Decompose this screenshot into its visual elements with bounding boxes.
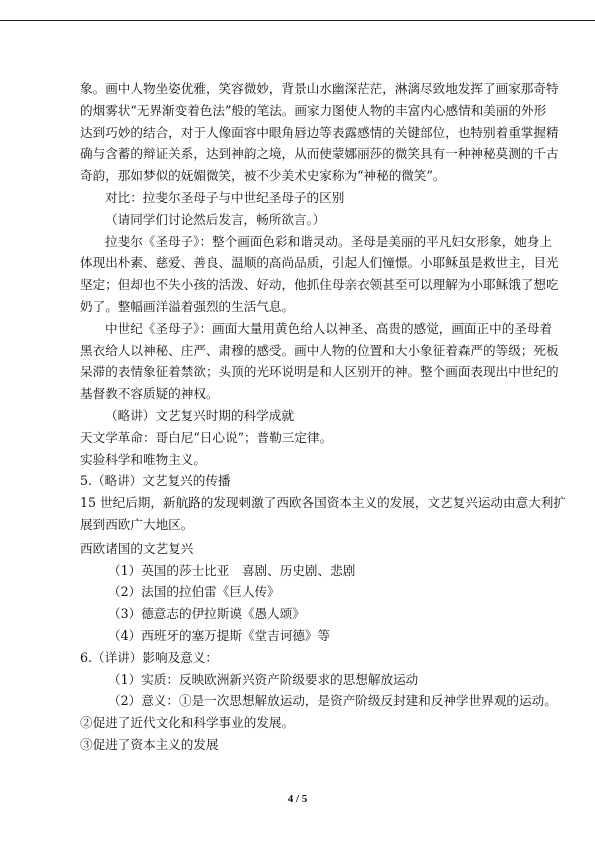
text-line: 黑衣给人以神秘、庄严、肃穆的感受。画中人物的位置和大小象征着森严的等级；死板 bbox=[80, 342, 559, 358]
meaning-line: （2）意义：①是一次思想解放运动，是资产阶级反封建和反神学世界观的运动。 bbox=[108, 693, 557, 709]
text-line: 体现出朴素、慈爱、善良、温顺的高尚品质，引起人们憧憬。小耶稣虽是救世主，目光 bbox=[80, 255, 559, 271]
page-number: 4 / 5 bbox=[287, 793, 308, 805]
text-line: 奇韵，那如梦似的妩媚微笑，被不少美术史家称为“神秘的微笑”。 bbox=[80, 168, 446, 184]
text-line: 奶了。整幅画洋溢着强烈的生活气息。 bbox=[80, 298, 295, 314]
west-europe-heading: 西欧诸国的文艺复兴 bbox=[80, 540, 194, 556]
document-body bbox=[80, 78, 566, 756]
text-line: 基督教不容质疑的神权。 bbox=[80, 386, 219, 402]
experiment-line: 实验科学和唯物主义。 bbox=[80, 451, 206, 467]
raphael-paragraph bbox=[80, 231, 559, 318]
text-line: 确与含蓄的辩证关系，达到神韵之境，从而使蒙娜丽莎的微笑具有一种神秘莫测的千古 bbox=[80, 146, 559, 162]
section-5-paragraph bbox=[80, 492, 566, 536]
list-item: （3）德意志的伊拉斯谟《愚人颂》 bbox=[108, 606, 305, 622]
text-line: 展到西欧广大地区。 bbox=[80, 516, 194, 532]
country-list bbox=[80, 560, 520, 647]
section-5-heading: 5.（略讲）文艺复兴的传播 bbox=[80, 473, 231, 489]
text-line: 呆滞的表情象征着禁欲；头顶的光环说明是和人区别开的神。整个画面表现出中世纪的 bbox=[80, 364, 559, 380]
list-item: （4）西班牙的塞万提斯《堂吉诃德》等 bbox=[108, 627, 331, 643]
intro-paragraph bbox=[80, 78, 559, 187]
section-6-heading: 6.（详讲）影响及意义： bbox=[80, 649, 218, 665]
science-heading: （略讲）文艺复兴时期的科学成就 bbox=[105, 407, 294, 423]
text-line: 中世纪《圣母子》：画面大量用黄色给人以神圣、高贵的感觉，画面正中的圣母着 bbox=[105, 320, 553, 336]
text-line: 的烟雾状“无界渐变着色法”般的笔法。画家力图使人物的丰富内心感情和美丽的外形 bbox=[80, 102, 547, 118]
medieval-paragraph bbox=[80, 318, 559, 405]
list-item: （2）法国的拉伯雷《巨人传》 bbox=[108, 584, 280, 600]
discussion-note: （请同学们讨论然后发言，畅所欲言。） bbox=[105, 211, 326, 227]
text-line: 15 世纪后期，新航路的发现刺激了西欧各国资本主义的发展，文艺复兴运动由意大利扩 bbox=[80, 495, 566, 511]
text-line: 达到巧妙的结合，对于人像面容中眼角唇边等表露感情的关键部位，也特别着重掌握精 bbox=[80, 124, 559, 140]
text-line: 象。画中人物坐姿优雅，笑容微妙，背景山水幽深茫茫，淋漓尽致地发挥了画家那奇特 bbox=[80, 81, 559, 96]
list-item: （1）英国的莎士比亚 喜剧、历史剧、悲剧 bbox=[108, 562, 356, 578]
astronomy-line: 天文学革命：哥白尼“日心说”；普勒三定律。 bbox=[80, 429, 333, 445]
text-line: 坚定；但却也不失小孩的活泼、好动，他抓住母亲衣领甚至可以理解为小耶稣饿了想吃 bbox=[80, 277, 559, 293]
meaning-item-3: ③促进了资本主义的发展 bbox=[80, 736, 219, 752]
essence-line: （1）实质：反映欧洲新兴资产阶级要求的思想解放运动 bbox=[108, 671, 419, 687]
text-line: 拉斐尔《圣母子》：整个画面色彩和谐灵动。圣母是美丽的平凡妇女形象，她身上 bbox=[105, 233, 553, 249]
compare-heading: 对比：拉斐尔圣母子与中世纪圣母子的区别 bbox=[105, 189, 345, 205]
meaning-item-2: ②促进了近代文化和科学事业的发展。 bbox=[80, 715, 295, 731]
header-rule bbox=[0, 20, 595, 21]
